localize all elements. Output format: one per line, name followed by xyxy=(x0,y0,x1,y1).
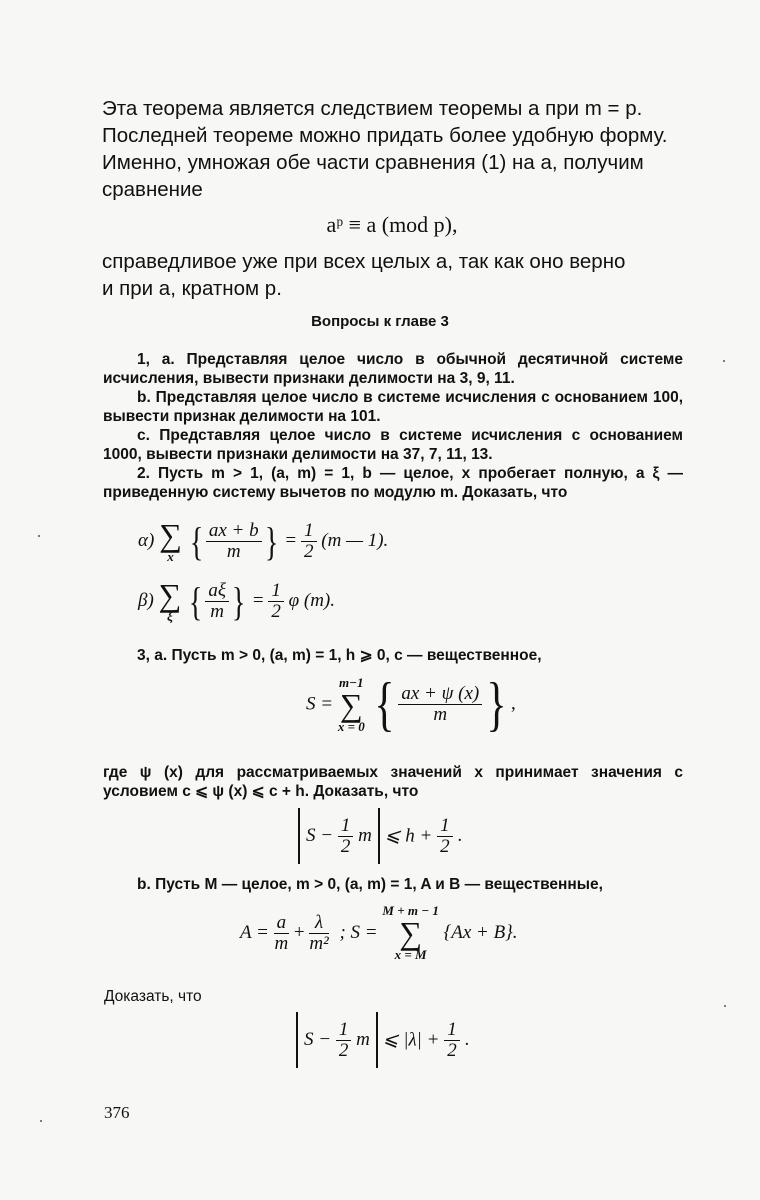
half-fraction xyxy=(437,816,453,857)
formula-alpha: α) ∑ x { $\frac{ax + b}{m}$ } = $\frac{1}{2}$ (m — 1). xyxy=(138,516,389,564)
print-speck xyxy=(724,1005,726,1007)
fraction xyxy=(206,521,262,562)
denominator: 2 xyxy=(447,1039,457,1061)
half-fraction xyxy=(301,521,317,562)
page-number: 376 xyxy=(104,1103,130,1122)
denominator: m xyxy=(210,601,224,622)
question-3a: 3, a. Пусть m > 0, (a, m) = 1, h ⩾ 0, c — вещественное, xyxy=(137,647,542,664)
half-fraction xyxy=(268,581,284,622)
fermat-congruence: aᵖ ≡ a (mod p), xyxy=(326,212,458,237)
print-speck xyxy=(38,535,40,537)
denominator: 2 xyxy=(338,1040,349,1062)
sum-upper: M + m − 1 xyxy=(382,903,439,918)
intro-line-5: справедливое уже при всех целых a, так как оно верно xyxy=(102,250,626,273)
sum-symbol: m−1 ∑ x = 0 xyxy=(337,674,365,734)
intro-line-1: Эта теорема является следствием теоремы a при m = p. xyxy=(102,97,643,120)
sum-upper: m−1 xyxy=(339,674,364,690)
numerator: a xyxy=(274,913,290,934)
numerator: ax + b xyxy=(206,521,262,542)
question-1c: c. Представляя целое число в системе исчисления с основанием 1000, вывести признаки делимости на 37, 7, 11, 13. xyxy=(103,427,683,463)
denominator: 2 xyxy=(271,601,281,622)
alpha-rhs: (m — 1). xyxy=(321,529,389,551)
formula-3b-definitions xyxy=(240,904,518,962)
beta-label: β) xyxy=(138,589,154,611)
s-label: S = xyxy=(306,693,334,715)
denominator: 2 xyxy=(304,541,314,562)
beta-rhs: φ (m). xyxy=(288,589,336,611)
half-fraction xyxy=(338,816,354,857)
question-3a-condition: где ψ (x) для рассматриваемых значений x принимает значения с условием c ⩽ ψ (x) ⩽ c + h. Доказать, что xyxy=(103,764,683,800)
numerator: 1 xyxy=(336,1020,352,1041)
numerator: 1 xyxy=(437,816,453,837)
numerator: aξ xyxy=(205,581,229,602)
denominator: 2 xyxy=(340,836,351,858)
alpha-label: α) xyxy=(138,529,155,551)
question-3b: b. Пусть M — целое, m > 0, (a, m) = 1, A и B — вещественные, xyxy=(137,876,603,893)
denominator: m xyxy=(433,704,448,725)
abs-left: S − xyxy=(304,1029,332,1050)
question-1b: b. Представляя целое число в системе исчисления с основанием 100, вывести признак делимости на 101. xyxy=(103,389,683,425)
sum-term: {Ax + B}. xyxy=(443,922,518,943)
ineq-right: ⩽ |λ| + xyxy=(382,1029,440,1051)
half-fraction xyxy=(444,1020,460,1061)
abs-left: S − xyxy=(306,825,334,846)
sum-index: x xyxy=(167,548,174,564)
abs-m: m xyxy=(358,825,372,846)
numerator: ax + ψ (x) xyxy=(398,684,482,705)
abs-m: m xyxy=(356,1029,370,1050)
intro-line-2: Последней теореме можно придать более удобную форму. xyxy=(102,124,668,147)
ineq-right: ⩽ h + xyxy=(384,825,433,847)
intro-line-4: сравнение xyxy=(102,178,203,201)
absolute-value xyxy=(298,808,380,864)
print-speck xyxy=(40,1120,42,1122)
intro-line-3: Именно, умножая обе части сравнения (1) на a, получим xyxy=(102,151,644,174)
prove-text: Доказать, что xyxy=(104,988,202,1005)
s-label: ; S = xyxy=(339,922,378,943)
denominator: 2 xyxy=(440,835,450,857)
denominator: m² xyxy=(309,932,329,954)
question-1a: 1, a. Представляя целое число в обычной десятичной системе исчисления, вывести признаки делимости на 3, 9, 11. xyxy=(103,351,683,387)
fraction-a-m xyxy=(274,913,290,954)
question-2: 2. Пусть m > 1, (a, m) = 1, b — целое, x пробегает полную, а ξ — приведенную систему вычетов по модулю m. Доказать, что xyxy=(103,465,683,501)
formula-beta: β) ∑ ξ { $\frac{a\xi}{m}$ } = $\frac{1}{2}$ φ (m). xyxy=(138,576,336,624)
section-heading: Вопросы к главе 3 xyxy=(311,313,449,330)
fraction xyxy=(205,581,229,622)
formula-3b-inequality: S − $\frac{1}{2}$ m ⩽ |λ| + $\frac{1}{2}$ . xyxy=(296,1012,469,1068)
formula-S-definition: S = m−1 ∑ x = 0 { $\frac{ax + \psi (x)}{m}$ } , xyxy=(306,671,516,737)
sum-index: ξ xyxy=(167,608,173,624)
print-speck xyxy=(723,360,725,362)
absolute-value xyxy=(296,1012,378,1068)
sum-symbol: ∑ ξ xyxy=(158,576,182,624)
intro-paragraph xyxy=(102,95,682,302)
denominator: m xyxy=(274,932,289,954)
numerator: λ xyxy=(309,913,328,934)
numerator: 1 xyxy=(301,521,317,542)
formula-3a-inequality: S − $\frac{1}{2}$ m ⩽ h + $\frac{1}{2}$ . xyxy=(298,808,462,864)
intro-line-6: и при a, кратном p. xyxy=(102,277,282,300)
a-label: A = xyxy=(240,922,269,943)
sum-symbol: ∑ x xyxy=(159,516,182,564)
sum-lower: x = M xyxy=(394,947,427,962)
half-fraction xyxy=(336,1020,352,1061)
questions-block xyxy=(103,350,683,502)
sum-symbol: M + m − 1 ∑ x = M xyxy=(382,903,439,962)
fraction xyxy=(398,684,482,725)
plus-sign: + xyxy=(293,922,305,943)
numerator: 1 xyxy=(444,1020,460,1041)
denominator: m xyxy=(226,541,241,562)
numerator: 1 xyxy=(338,816,354,837)
numerator: 1 xyxy=(268,581,284,602)
fraction-lambda xyxy=(309,913,328,954)
sum-lower: x = 0 xyxy=(337,718,365,734)
